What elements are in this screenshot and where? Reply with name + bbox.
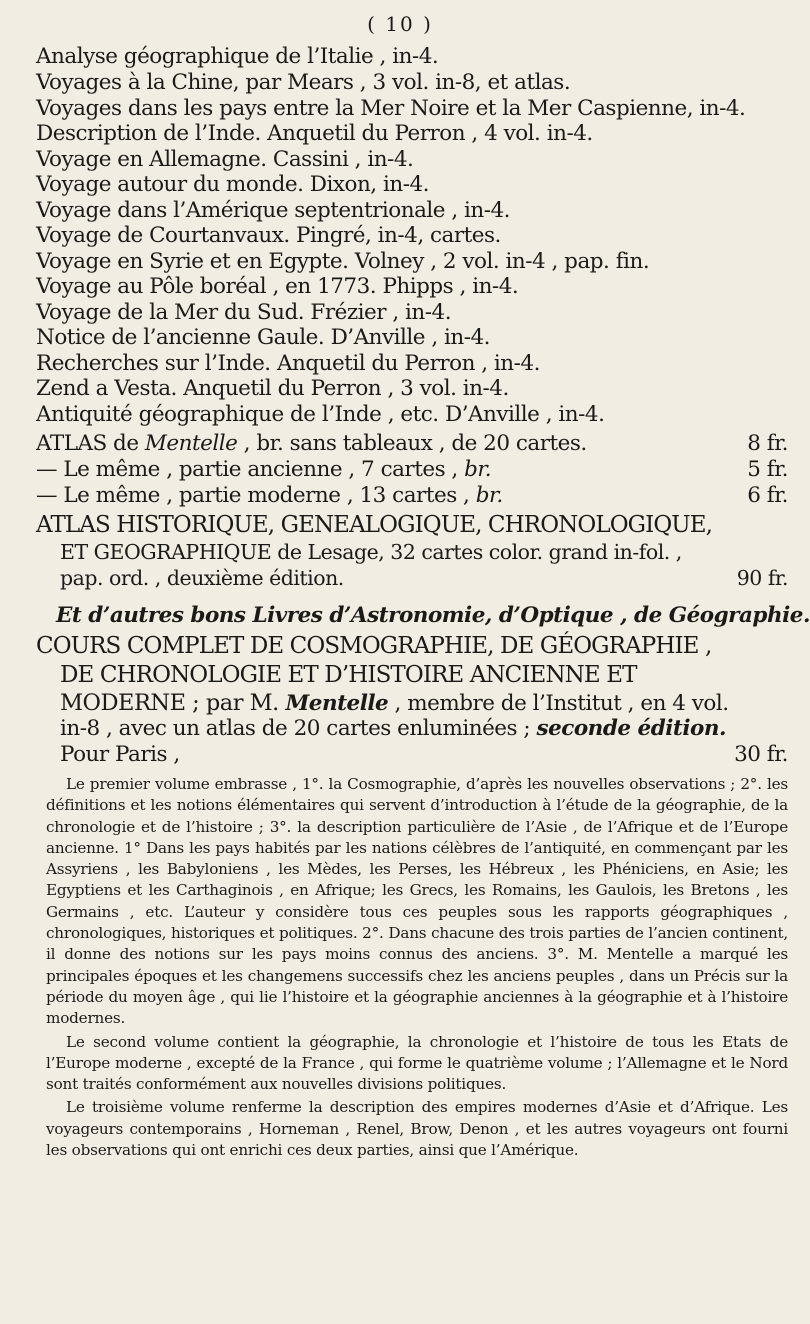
cours-title: COURS COMPLET DE COSMOGRAPHIE, DE GÉOGRAPHIE ,: [36, 633, 712, 659]
list-item: Zend a Vesta. Anquetil du Perron , 3 vol. in-4.: [36, 376, 509, 401]
list-item: Voyage dans l’Amérique septentrionale , in-4.: [36, 198, 510, 223]
price: 8 fr.: [747, 431, 788, 456]
cours-line: [60, 742, 788, 767]
atlas-line: [36, 431, 788, 456]
historique-line: [60, 566, 788, 590]
atlas-text: ATLAS de: [36, 431, 145, 456]
list-item: Antiquité géographique de l’Inde , etc. D’Anville , in-4.: [36, 402, 605, 427]
historique-line: ET GEOGRAPHIQUE de Lesage, 32 cartes color. grand in-fol. ,: [60, 540, 682, 564]
heading-part: , d’: [484, 603, 521, 628]
cours-line: [60, 690, 788, 716]
atlas-text-rest: , br. sans tableaux , de 20 cartes.: [237, 431, 587, 456]
list-item: Voyages dans les pays entre la Mer Noire et la Mer Caspienne, in-4.: [36, 96, 746, 121]
cours-line: [60, 716, 788, 741]
list-item: Recherches sur l’Inde. Anquetil du Perron , in-4.: [36, 351, 540, 376]
heading-part: Et d’autres bons: [56, 603, 253, 628]
historique-title: ATLAS HISTORIQUE, GENEALOGIQUE, CHRONOLOGIQUE,: [36, 512, 713, 538]
atlas-line: [36, 457, 788, 482]
heading-part: d’: [322, 603, 351, 628]
description-paragraph: Le troisième volume renferme la description des empires modernes d’Asie et d’Afrique. Les voyageurs contemporains , Horneman , Renel, Brow, Denon , et les autres voyageurs ont fourni les observations qui ont enrichi ces deux parties, ainsi que l’Amérique.: [46, 1098, 788, 1160]
heading-part: Géographie: [668, 603, 803, 628]
description-paragraph: Le second volume contient la géographie, la chronologie et l’histoire de tous les Etats de l’Europe moderne , excepté de la France , qui forme le quatrième volume ; l’Allemagne et le Nord sont traités conformément aux nouvelles divisions politiques.: [46, 1032, 788, 1094]
page-number: ( 10 ): [367, 12, 433, 36]
list-item: Voyage autour du monde. Dixon, in-4.: [36, 172, 429, 197]
list-item: Voyage au Pôle boréal , en 1773. Phipps , in-4.: [36, 274, 519, 299]
atlas-text: — Le même , partie ancienne , 7 cartes ,: [36, 457, 465, 482]
list-item: Analyse géographique de l’Italie , in-4.: [36, 44, 439, 69]
binding-abbrev: br.: [475, 483, 503, 508]
atlas-author: Mentelle: [144, 431, 238, 456]
heading-part: , de: [613, 603, 669, 628]
heading-part: Astronomie: [350, 603, 485, 628]
cours-text: Pour Paris ,: [60, 742, 180, 767]
cours-title-line: DE CHRONOLOGIE ET D’HISTOIRE ANCIENNE ET: [60, 662, 637, 688]
cours-author: Mentelle: [285, 691, 389, 716]
historique-text: pap. ord. , deuxième édition.: [60, 566, 344, 590]
cours-text: MODERNE ; par M.: [60, 690, 286, 716]
binding-abbrev: br.: [464, 457, 492, 482]
list-item: Voyage en Allemagne. Cassini , in-4.: [36, 147, 414, 172]
edition-note: seconde édition.: [536, 716, 726, 741]
cours-text-rest: , membre de l’Institut , en 4 vol.: [388, 691, 729, 716]
list-item: Description de l’Inde. Anquetil du Perron , 4 vol. in-4.: [36, 121, 593, 146]
price: 5 fr.: [747, 457, 788, 482]
atlas-text: — Le même , partie moderne , 13 cartes ,: [36, 483, 476, 508]
description-block: [46, 774, 788, 1161]
heading-part: Optique: [520, 603, 614, 628]
price: 90 fr.: [736, 566, 788, 590]
other-books-heading: [56, 603, 808, 628]
cours-text: in-8 , avec un atlas de 20 cartes enluminées ;: [60, 716, 537, 741]
price: 30 fr.: [734, 742, 788, 767]
heading-part: .: [802, 603, 810, 628]
list-item: Notice de l’ancienne Gaule. D’Anville , in-4.: [36, 325, 491, 350]
atlas-line: [36, 483, 788, 508]
list-item: Voyage en Syrie et en Egypte. Volney , 2 vol. in-4 , pap. fin.: [36, 249, 650, 274]
list-item: Voyage de la Mer du Sud. Frézier , in-4.: [36, 300, 452, 325]
price: 6 fr.: [747, 483, 788, 508]
heading-part: Livres: [252, 603, 323, 628]
description-paragraph: Le premier volume embrasse , 1°. la Cosmographie, d’après les nouvelles observations ; 2°. les définitions et les notions élémentaires qui servent d’introduction à l’étude de la géographie, de la chronologie et de l’histoire ; 3°. la description particulière de l’Asie , de l’Afrique et de l’Europe ancienne. 1° Dans les pays habités par les nations célèbres de l’antiquité, en commençant par les Assyriens , les Babyloniens , les Mèdes, les Perses, les Hébreux , les Phéniciens, en Asie; les Egyptiens et les Carthaginois , en Afrique; les Grecs, les Romains, les Gaulois, les Bretons , les Germains , etc. L’auteur y considère tous ces peuples sous les rapports géographiques , chronologiques, historiques et politiques. 2°. Dans chacune des trois parties de l’ancien continent, il donne des notions sur les pays moins connus des anciens. 3°. M. Mentelle a marqué les principales époques et les changemens successifs chez les anciens peuples , dans un Précis sur la période du moyen âge , qui lie l’histoire et la géographie anciennes à la géographie et à l’histoire modernes.: [46, 775, 788, 1028]
list-item: Voyage de Courtanvaux. Pingré, in-4, cartes.: [36, 223, 501, 248]
list-item: Voyages à la Chine, par Mears , 3 vol. in-8, et atlas.: [36, 70, 571, 95]
